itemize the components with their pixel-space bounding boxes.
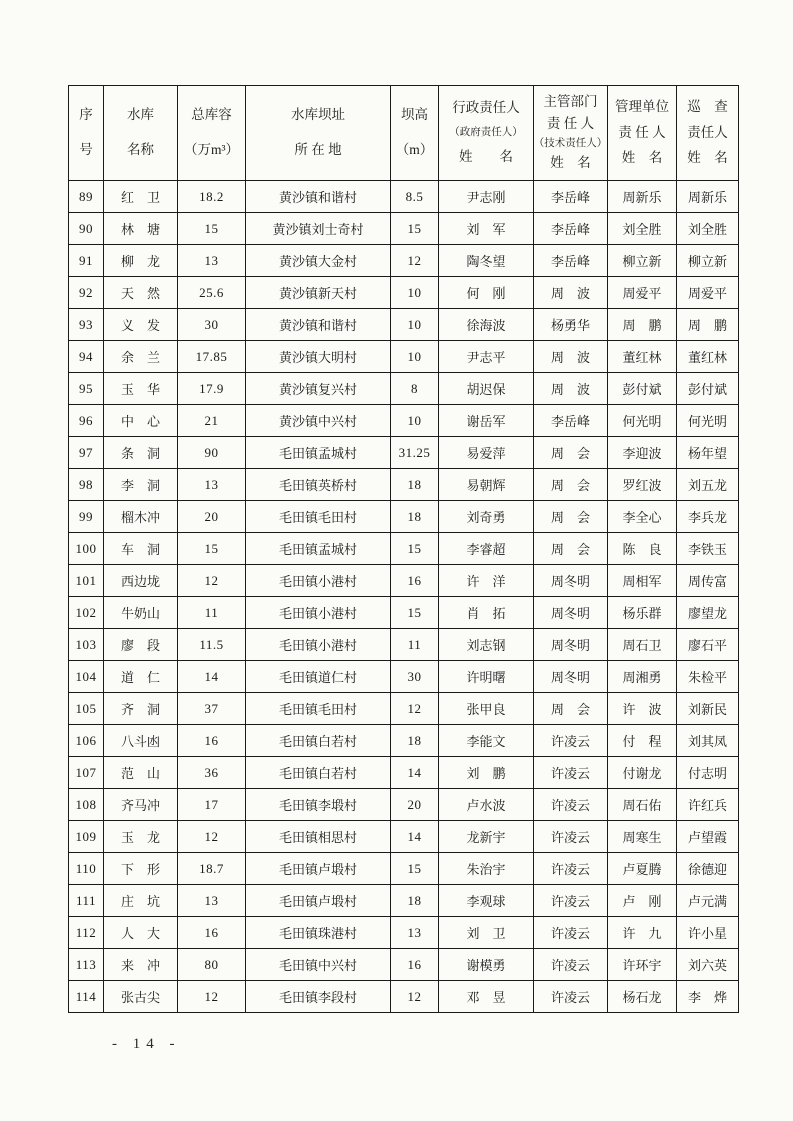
cell-capacity: 80 (178, 949, 246, 981)
cell-dam-height: 14 (391, 757, 439, 789)
table-row (69, 917, 739, 949)
cell-dept-responsible: 周 波 (534, 277, 608, 309)
cell-admin-responsible: 刘奇勇 (439, 501, 534, 533)
cell-capacity: 16 (178, 725, 246, 757)
cell-location: 黄沙镇新天村 (246, 277, 391, 309)
cell-dam-height: 12 (391, 693, 439, 725)
cell-admin-responsible: 李能文 (439, 725, 534, 757)
header-seq-line2: 号 (79, 141, 93, 157)
cell-dam-height: 10 (391, 277, 439, 309)
cell-mgmt-responsible: 周石卫 (608, 629, 677, 661)
cell-seq: 99 (69, 501, 104, 533)
cell-admin-responsible: 朱治宇 (439, 853, 534, 885)
cell-patrol-responsible: 周爱平 (677, 277, 739, 309)
cell-dam-height: 15 (391, 597, 439, 629)
cell-seq: 89 (69, 181, 104, 213)
cell-seq: 95 (69, 373, 104, 405)
cell-dept-responsible: 许凌云 (534, 725, 608, 757)
header-admin-line1: 行政责任人 (452, 99, 520, 115)
cell-seq: 92 (69, 277, 104, 309)
cell-mgmt-responsible: 何光明 (608, 405, 677, 437)
header-admin-line3: 姓 名 (459, 149, 513, 165)
header-dam-height (391, 86, 439, 181)
table-row (69, 373, 739, 405)
cell-seq: 102 (69, 597, 104, 629)
cell-reservoir-name: 天 然 (104, 277, 178, 309)
cell-reservoir-name: 八斗凼 (104, 725, 178, 757)
cell-admin-responsible: 李观球 (439, 885, 534, 917)
header-dept-line2: 责 任 人 (546, 115, 595, 131)
cell-capacity: 17.85 (178, 341, 246, 373)
cell-dam-height: 18 (391, 469, 439, 501)
cell-seq: 91 (69, 245, 104, 277)
cell-seq: 100 (69, 533, 104, 565)
cell-capacity: 17 (178, 789, 246, 821)
cell-capacity: 12 (178, 565, 246, 597)
cell-seq: 108 (69, 789, 104, 821)
cell-mgmt-responsible: 周爱平 (608, 277, 677, 309)
cell-dam-height: 18 (391, 501, 439, 533)
table-row (69, 757, 739, 789)
cell-location: 黄沙镇刘士奇村 (246, 213, 391, 245)
cell-patrol-responsible: 刘其凤 (677, 725, 739, 757)
table-row (69, 597, 739, 629)
table-row (69, 501, 739, 533)
cell-capacity: 11 (178, 597, 246, 629)
cell-admin-responsible: 许明曙 (439, 661, 534, 693)
cell-dept-responsible: 周 会 (534, 469, 608, 501)
cell-capacity: 14 (178, 661, 246, 693)
cell-patrol-responsible: 李 烨 (677, 981, 739, 1013)
cell-reservoir-name: 来 冲 (104, 949, 178, 981)
cell-mgmt-responsible: 周石佑 (608, 789, 677, 821)
reservoir-table-body (69, 181, 739, 1013)
table-row (69, 405, 739, 437)
header-height-line2: （m） (395, 141, 434, 157)
cell-location: 毛田镇相思村 (246, 821, 391, 853)
header-dept-line3: （技术责任人） (533, 138, 608, 150)
cell-patrol-responsible: 周传富 (677, 565, 739, 597)
cell-capacity: 15 (178, 533, 246, 565)
cell-location: 黄沙镇和谐村 (246, 181, 391, 213)
cell-mgmt-responsible: 付谢龙 (608, 757, 677, 789)
cell-dept-responsible: 许凌云 (534, 789, 608, 821)
header-reservoir-name (104, 86, 178, 181)
cell-patrol-responsible: 刘全胜 (677, 213, 739, 245)
cell-patrol-responsible: 杨年望 (677, 437, 739, 469)
cell-seq: 101 (69, 565, 104, 597)
cell-capacity: 15 (178, 213, 246, 245)
header-location (246, 86, 391, 181)
cell-dept-responsible: 许凌云 (534, 949, 608, 981)
cell-seq: 94 (69, 341, 104, 373)
cell-admin-responsible: 刘志钢 (439, 629, 534, 661)
cell-seq: 114 (69, 981, 104, 1013)
cell-dam-height: 15 (391, 533, 439, 565)
cell-patrol-responsible: 刘新民 (677, 693, 739, 725)
header-dept-responsible (534, 86, 608, 181)
cell-mgmt-responsible: 许 九 (608, 917, 677, 949)
cell-capacity: 12 (178, 821, 246, 853)
cell-capacity: 20 (178, 501, 246, 533)
header-dept-line1: 主管部门 (543, 94, 598, 110)
cell-patrol-responsible: 何光明 (677, 405, 739, 437)
cell-reservoir-name: 玉 龙 (104, 821, 178, 853)
cell-location: 毛田镇卢塅村 (246, 885, 391, 917)
table-row (69, 565, 739, 597)
cell-reservoir-name: 红 卫 (104, 181, 178, 213)
cell-dept-responsible: 许凌云 (534, 981, 608, 1013)
table-row (69, 469, 739, 501)
cell-dam-height: 10 (391, 405, 439, 437)
cell-reservoir-name: 牛奶山 (104, 597, 178, 629)
table-row (69, 661, 739, 693)
cell-patrol-responsible: 董红林 (677, 341, 739, 373)
cell-admin-responsible: 易爱萍 (439, 437, 534, 469)
cell-patrol-responsible: 刘五龙 (677, 469, 739, 501)
reservoir-table (68, 85, 739, 1013)
cell-dam-height: 12 (391, 245, 439, 277)
cell-location: 毛田镇毛田村 (246, 501, 391, 533)
table-row (69, 789, 739, 821)
header-dept-line4: 姓 名 (550, 154, 591, 170)
cell-admin-responsible: 刘 卫 (439, 917, 534, 949)
header-seq-line1: 序 (79, 107, 93, 123)
cell-admin-responsible: 陶冬望 (439, 245, 534, 277)
header-patrol-line1: 巡 查 (687, 98, 728, 114)
cell-dept-responsible: 周 会 (534, 501, 608, 533)
cell-dept-responsible: 周冬明 (534, 629, 608, 661)
cell-dept-responsible: 许凌云 (534, 853, 608, 885)
cell-mgmt-responsible: 彭付斌 (608, 373, 677, 405)
cell-admin-responsible: 谢模勇 (439, 949, 534, 981)
cell-patrol-responsible: 柳立新 (677, 245, 739, 277)
cell-dam-height: 15 (391, 853, 439, 885)
cell-admin-responsible: 卢水波 (439, 789, 534, 821)
table-row (69, 693, 739, 725)
cell-mgmt-responsible: 李全心 (608, 501, 677, 533)
cell-reservoir-name: 齐马冲 (104, 789, 178, 821)
cell-location: 毛田镇小港村 (246, 565, 391, 597)
cell-reservoir-name: 廖 段 (104, 629, 178, 661)
cell-seq: 109 (69, 821, 104, 853)
cell-dam-height: 30 (391, 661, 439, 693)
cell-mgmt-responsible: 周寒生 (608, 821, 677, 853)
cell-reservoir-name: 义 发 (104, 309, 178, 341)
cell-mgmt-responsible: 柳立新 (608, 245, 677, 277)
cell-dept-responsible: 李岳峰 (534, 405, 608, 437)
cell-patrol-responsible: 周新乐 (677, 181, 739, 213)
cell-dept-responsible: 周冬明 (534, 661, 608, 693)
cell-dam-height: 8 (391, 373, 439, 405)
cell-dam-height: 10 (391, 309, 439, 341)
cell-dept-responsible: 周 会 (534, 437, 608, 469)
header-mgmt-responsible (608, 86, 677, 181)
cell-dam-height: 13 (391, 917, 439, 949)
cell-capacity: 13 (178, 245, 246, 277)
header-admin-line2: （政府责任人） (449, 127, 523, 139)
cell-reservoir-name: 道 仁 (104, 661, 178, 693)
cell-seq: 111 (69, 885, 104, 917)
cell-patrol-responsible: 许红兵 (677, 789, 739, 821)
cell-mgmt-responsible: 刘全胜 (608, 213, 677, 245)
header-mgmt-line1: 管理单位 (615, 98, 669, 114)
table-row (69, 885, 739, 917)
cell-seq: 105 (69, 693, 104, 725)
cell-mgmt-responsible: 周湘勇 (608, 661, 677, 693)
cell-reservoir-name: 中 心 (104, 405, 178, 437)
cell-dept-responsible: 周冬明 (534, 565, 608, 597)
cell-capacity: 16 (178, 917, 246, 949)
cell-mgmt-responsible: 卢夏腾 (608, 853, 677, 885)
cell-mgmt-responsible: 付 程 (608, 725, 677, 757)
cell-seq: 90 (69, 213, 104, 245)
table-row (69, 629, 739, 661)
table-row (69, 725, 739, 757)
cell-admin-responsible: 许 洋 (439, 565, 534, 597)
cell-dam-height: 11 (391, 629, 439, 661)
table-row (69, 213, 739, 245)
cell-patrol-responsible: 刘六英 (677, 949, 739, 981)
cell-capacity: 36 (178, 757, 246, 789)
cell-mgmt-responsible: 李迎波 (608, 437, 677, 469)
cell-capacity: 90 (178, 437, 246, 469)
cell-patrol-responsible: 廖望龙 (677, 597, 739, 629)
header-name-line2: 名称 (127, 141, 154, 157)
cell-admin-responsible: 刘 鹏 (439, 757, 534, 789)
cell-location: 毛田镇珠港村 (246, 917, 391, 949)
cell-location: 毛田镇孟城村 (246, 437, 391, 469)
cell-location: 毛田镇白若村 (246, 725, 391, 757)
cell-patrol-responsible: 卢元满 (677, 885, 739, 917)
cell-capacity: 37 (178, 693, 246, 725)
cell-location: 毛田镇道仁村 (246, 661, 391, 693)
cell-location: 毛田镇中兴村 (246, 949, 391, 981)
header-patrol-responsible (677, 86, 739, 181)
cell-capacity: 25.6 (178, 277, 246, 309)
cell-admin-responsible: 胡迟保 (439, 373, 534, 405)
cell-dept-responsible: 李岳峰 (534, 245, 608, 277)
cell-admin-responsible: 刘 军 (439, 213, 534, 245)
cell-dam-height: 31.25 (391, 437, 439, 469)
cell-reservoir-name: 齐 洞 (104, 693, 178, 725)
cell-patrol-responsible: 付志明 (677, 757, 739, 789)
cell-dam-height: 14 (391, 821, 439, 853)
cell-dam-height: 15 (391, 213, 439, 245)
cell-admin-responsible: 龙新宇 (439, 821, 534, 853)
cell-location: 黄沙镇大明村 (246, 341, 391, 373)
cell-location: 毛田镇英桥村 (246, 469, 391, 501)
cell-dept-responsible: 周冬明 (534, 597, 608, 629)
header-mgmt-line2: 责 任 人 (618, 124, 666, 140)
cell-patrol-responsible: 彭付斌 (677, 373, 739, 405)
cell-capacity: 13 (178, 469, 246, 501)
cell-patrol-responsible: 李兵龙 (677, 501, 739, 533)
cell-dept-responsible: 周 波 (534, 341, 608, 373)
cell-location: 毛田镇小港村 (246, 597, 391, 629)
cell-patrol-responsible: 许小星 (677, 917, 739, 949)
cell-dept-responsible: 周 波 (534, 373, 608, 405)
cell-admin-responsible: 尹志平 (439, 341, 534, 373)
cell-seq: 97 (69, 437, 104, 469)
cell-dept-responsible: 李岳峰 (534, 181, 608, 213)
header-capacity-line1: 总库容 (191, 107, 232, 123)
cell-capacity: 30 (178, 309, 246, 341)
cell-reservoir-name: 条 洞 (104, 437, 178, 469)
table-row (69, 533, 739, 565)
cell-capacity: 17.9 (178, 373, 246, 405)
cell-capacity: 18.2 (178, 181, 246, 213)
header-seq (69, 86, 104, 181)
cell-seq: 110 (69, 853, 104, 885)
cell-capacity: 12 (178, 981, 246, 1013)
cell-location: 毛田镇李塅村 (246, 789, 391, 821)
table-row (69, 821, 739, 853)
cell-location: 毛田镇白若村 (246, 757, 391, 789)
header-height-line1: 坝高 (401, 107, 428, 123)
cell-reservoir-name: 玉 华 (104, 373, 178, 405)
cell-reservoir-name: 榴木冲 (104, 501, 178, 533)
header-mgmt-line3: 姓 名 (621, 150, 663, 166)
cell-reservoir-name: 车 洞 (104, 533, 178, 565)
cell-reservoir-name: 林 塘 (104, 213, 178, 245)
cell-dam-height: 16 (391, 565, 439, 597)
cell-patrol-responsible: 徐德迎 (677, 853, 739, 885)
cell-admin-responsible: 李睿超 (439, 533, 534, 565)
cell-dam-height: 18 (391, 885, 439, 917)
cell-dept-responsible: 许凌云 (534, 821, 608, 853)
cell-mgmt-responsible: 杨乐群 (608, 597, 677, 629)
cell-patrol-responsible: 朱检平 (677, 661, 739, 693)
cell-capacity: 13 (178, 885, 246, 917)
cell-mgmt-responsible: 陈 良 (608, 533, 677, 565)
table-row (69, 245, 739, 277)
cell-dept-responsible: 许凌云 (534, 885, 608, 917)
cell-reservoir-name: 人 大 (104, 917, 178, 949)
header-admin-responsible (439, 86, 534, 181)
cell-dam-height: 18 (391, 725, 439, 757)
cell-admin-responsible: 谢岳军 (439, 405, 534, 437)
cell-mgmt-responsible: 董红林 (608, 341, 677, 373)
header-patrol-line2: 责任人 (687, 124, 728, 140)
cell-dam-height: 8.5 (391, 181, 439, 213)
header-capacity-line2: （万m³） (183, 141, 240, 157)
cell-reservoir-name: 范 山 (104, 757, 178, 789)
cell-dept-responsible: 许凌云 (534, 917, 608, 949)
header-patrol-line3: 姓 名 (687, 150, 728, 166)
cell-admin-responsible: 何 刚 (439, 277, 534, 309)
cell-admin-responsible: 张甲良 (439, 693, 534, 725)
cell-mgmt-responsible: 许 波 (608, 693, 677, 725)
cell-admin-responsible: 肖 拓 (439, 597, 534, 629)
cell-capacity: 11.5 (178, 629, 246, 661)
cell-mgmt-responsible: 罗红波 (608, 469, 677, 501)
cell-seq: 106 (69, 725, 104, 757)
cell-dept-responsible: 杨勇华 (534, 309, 608, 341)
table-row (69, 437, 739, 469)
table-row (69, 181, 739, 213)
cell-location: 黄沙镇大金村 (246, 245, 391, 277)
cell-location: 毛田镇李段村 (246, 981, 391, 1013)
cell-dept-responsible: 周 会 (534, 693, 608, 725)
table-row (69, 341, 739, 373)
cell-location: 黄沙镇中兴村 (246, 405, 391, 437)
cell-location: 黄沙镇和谐村 (246, 309, 391, 341)
cell-admin-responsible: 易朝辉 (439, 469, 534, 501)
cell-admin-responsible: 徐海波 (439, 309, 534, 341)
header-location-line1: 水库坝址 (291, 107, 345, 123)
cell-dam-height: 12 (391, 981, 439, 1013)
cell-location: 毛田镇毛田村 (246, 693, 391, 725)
cell-seq: 107 (69, 757, 104, 789)
cell-reservoir-name: 柳 龙 (104, 245, 178, 277)
cell-location: 毛田镇卢塅村 (246, 853, 391, 885)
cell-reservoir-name: 张古尖 (104, 981, 178, 1013)
table-row (69, 309, 739, 341)
cell-mgmt-responsible: 杨石龙 (608, 981, 677, 1013)
cell-mgmt-responsible: 周 鹏 (608, 309, 677, 341)
page-number: - 14 - (112, 1036, 181, 1052)
table-row (69, 949, 739, 981)
cell-location: 毛田镇孟城村 (246, 533, 391, 565)
cell-seq: 113 (69, 949, 104, 981)
cell-dept-responsible: 许凌云 (534, 757, 608, 789)
cell-capacity: 21 (178, 405, 246, 437)
cell-reservoir-name: 余 兰 (104, 341, 178, 373)
header-name-line1: 水库 (127, 107, 154, 123)
cell-dept-responsible: 周 会 (534, 533, 608, 565)
cell-patrol-responsible: 李铁玉 (677, 533, 739, 565)
table-row (69, 277, 739, 309)
table-row (69, 853, 739, 885)
cell-seq: 93 (69, 309, 104, 341)
cell-seq: 103 (69, 629, 104, 661)
cell-admin-responsible: 尹志刚 (439, 181, 534, 213)
cell-capacity: 18.7 (178, 853, 246, 885)
cell-seq: 96 (69, 405, 104, 437)
table-header (69, 86, 739, 181)
cell-seq: 104 (69, 661, 104, 693)
table-row (69, 981, 739, 1013)
cell-mgmt-responsible: 周相军 (608, 565, 677, 597)
cell-patrol-responsible: 廖石平 (677, 629, 739, 661)
cell-location: 黄沙镇复兴村 (246, 373, 391, 405)
cell-dam-height: 20 (391, 789, 439, 821)
cell-patrol-responsible: 周 鹏 (677, 309, 739, 341)
header-capacity (178, 86, 246, 181)
header-row (69, 86, 739, 181)
cell-reservoir-name: 西边垅 (104, 565, 178, 597)
cell-seq: 112 (69, 917, 104, 949)
cell-patrol-responsible: 卢望霞 (677, 821, 739, 853)
cell-reservoir-name: 李 洞 (104, 469, 178, 501)
cell-dam-height: 16 (391, 949, 439, 981)
header-location-line2: 所 在 地 (294, 141, 342, 157)
cell-admin-responsible: 邓 昱 (439, 981, 534, 1013)
cell-dam-height: 10 (391, 341, 439, 373)
cell-reservoir-name: 下 形 (104, 853, 178, 885)
cell-dept-responsible: 李岳峰 (534, 213, 608, 245)
cell-mgmt-responsible: 许环宇 (608, 949, 677, 981)
cell-reservoir-name: 庄 坑 (104, 885, 178, 917)
cell-location: 毛田镇小港村 (246, 629, 391, 661)
cell-mgmt-responsible: 卢 刚 (608, 885, 677, 917)
cell-seq: 98 (69, 469, 104, 501)
cell-mgmt-responsible: 周新乐 (608, 181, 677, 213)
